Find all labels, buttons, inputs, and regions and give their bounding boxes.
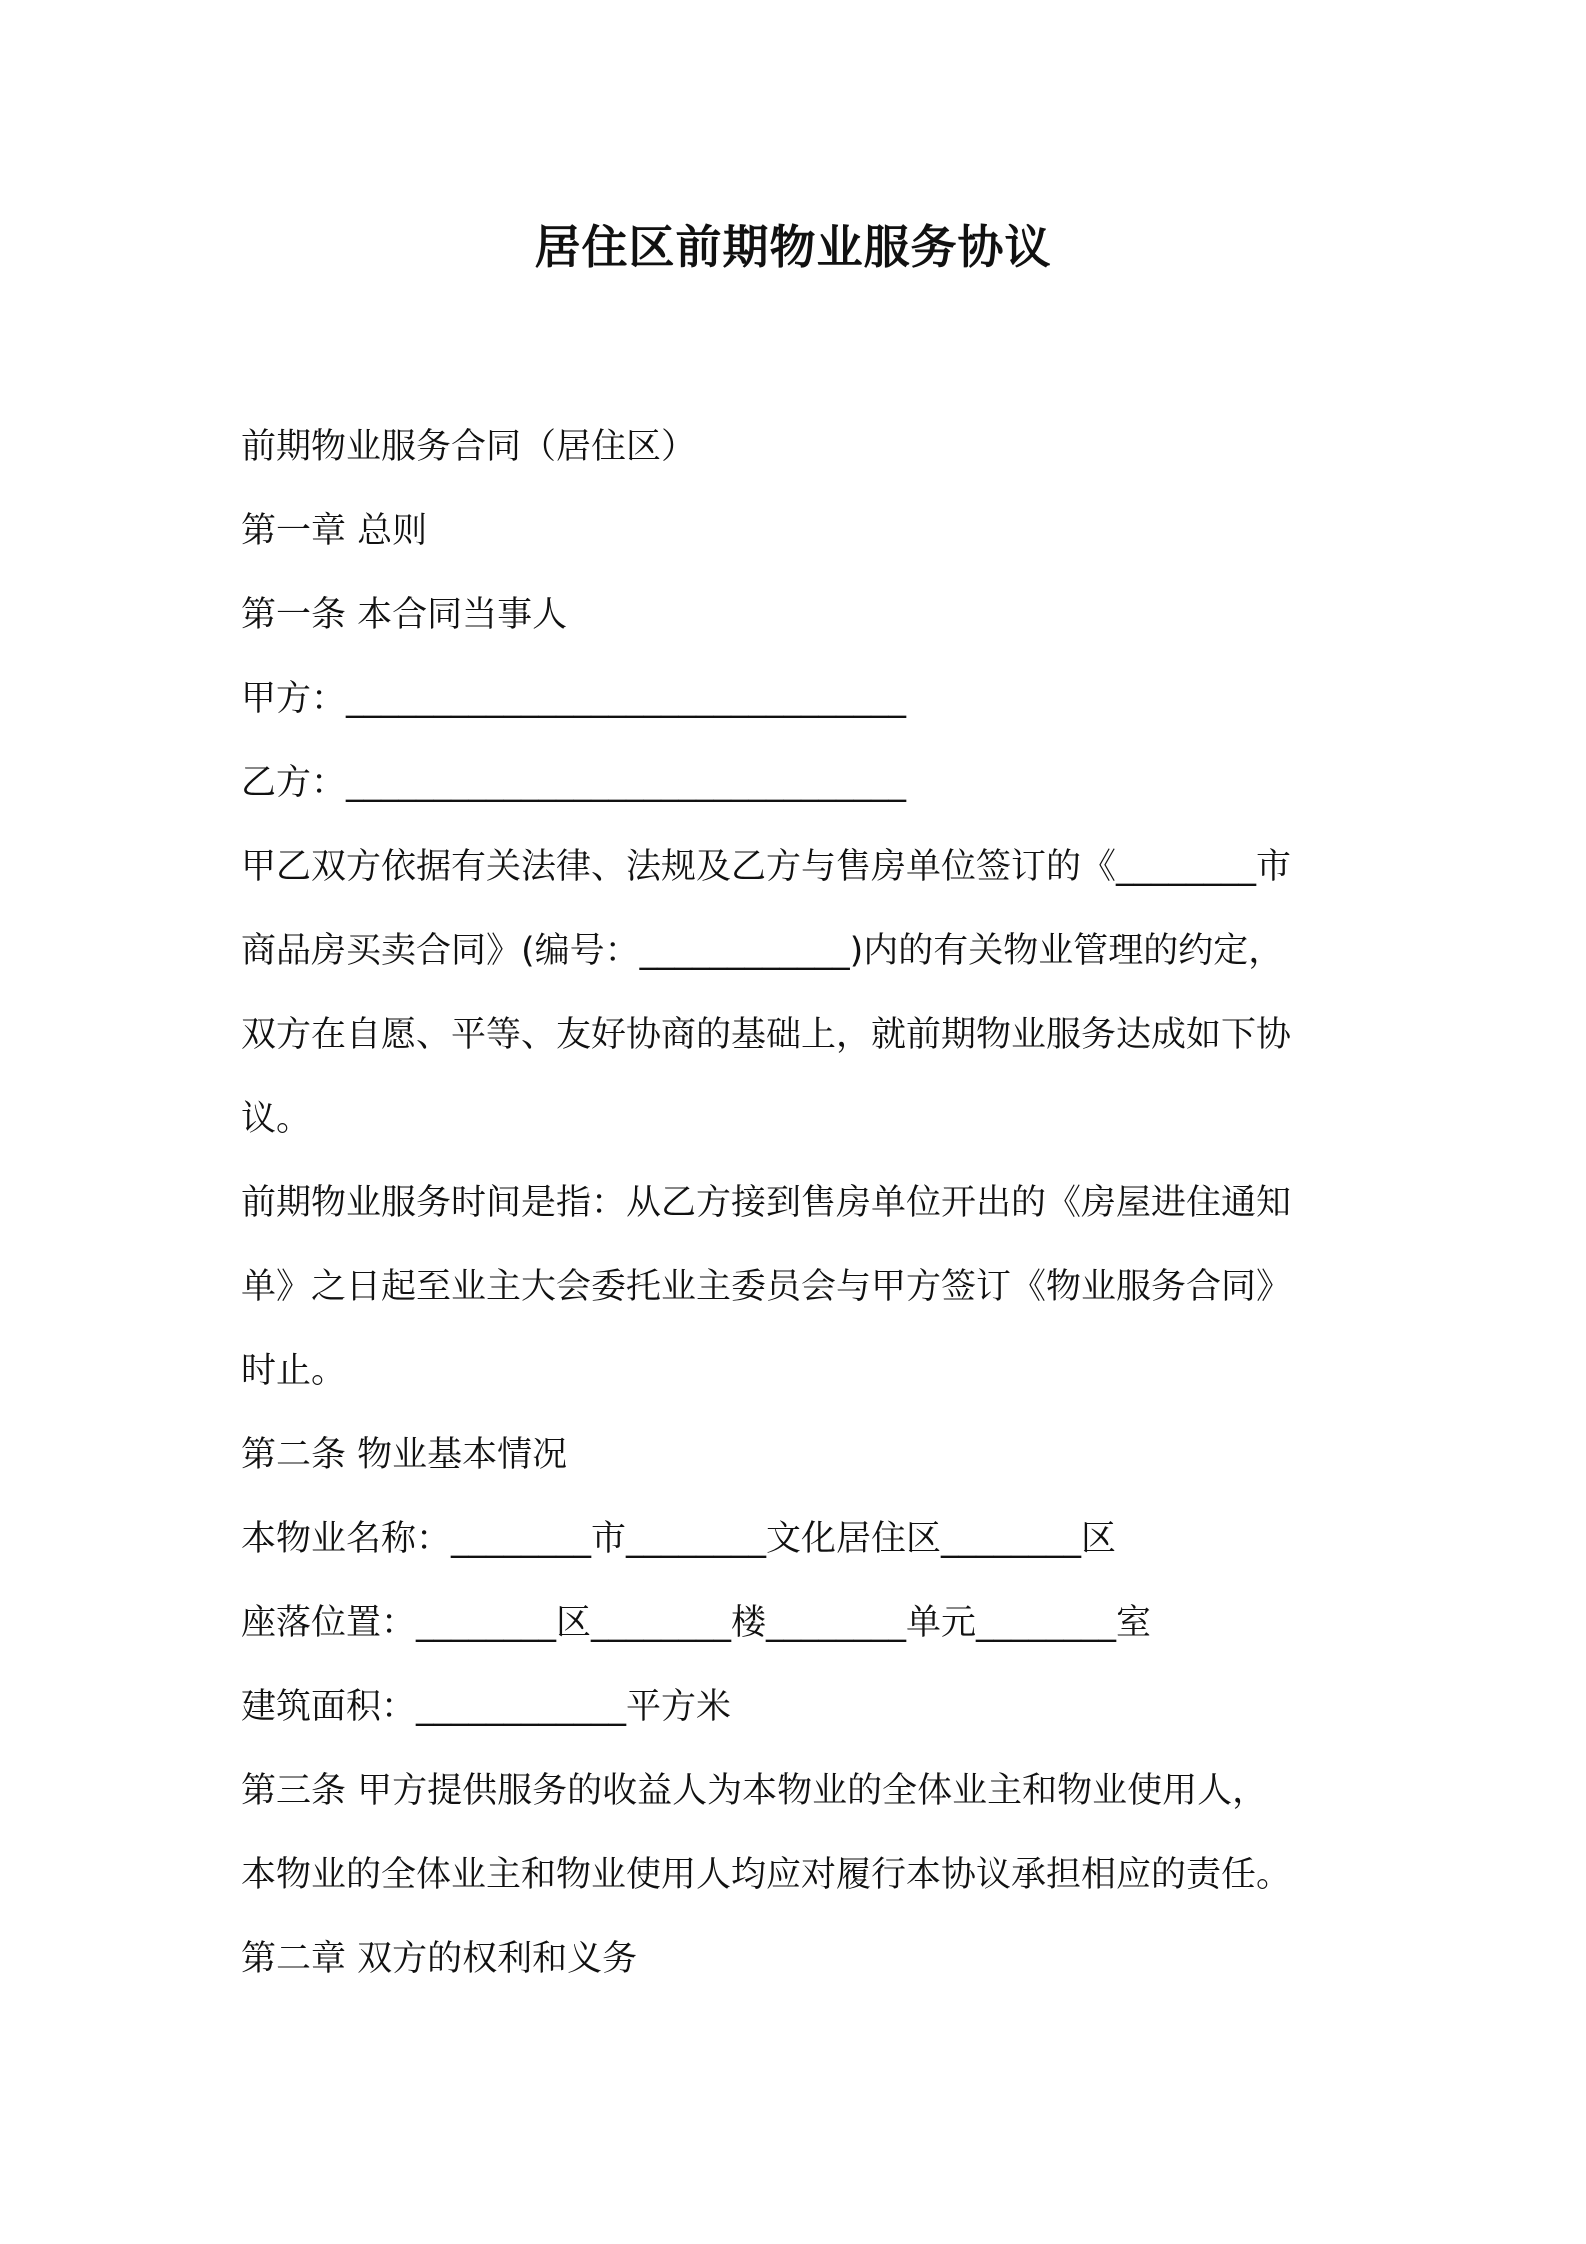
- agreement-basis-paragraph: [241, 825, 1361, 1161]
- floor-area-field: 建筑面积：____________平方米: [241, 1687, 732, 1727]
- paragraph-line: 第三条 甲方提供服务的收益人为本物业的全体业主和物业使用人，: [241, 1771, 1268, 1811]
- paragraph-line: 单》之日起至业主大会委托业主委员会与甲方签订《物业服务合同》: [241, 1267, 1292, 1307]
- article-3-paragraph: [241, 1749, 1361, 1917]
- document-title: 居住区前期物业服务协议: [534, 220, 1052, 274]
- paragraph-line: 甲乙双方依据有关法律、法规及乙方与售房单位签订的《________市: [241, 847, 1292, 887]
- party-b-field: 乙方：________________________________: [241, 763, 907, 803]
- article-1-heading: 第一条 本合同当事人: [241, 595, 568, 635]
- article-2-heading: 第二条 物业基本情况: [241, 1435, 568, 1475]
- party-a-field: 甲方：________________________________: [241, 679, 907, 719]
- paragraph-line: 时止。: [241, 1351, 347, 1391]
- contract-subtitle: 前期物业服务合同（居住区）: [241, 427, 697, 467]
- paragraph-line: 前期物业服务时间是指：从乙方接到售房单位开出的《房屋进住通知: [241, 1183, 1292, 1223]
- paragraph-line: 双方在自愿、平等、友好协商的基础上，就前期物业服务达成如下协: [241, 1015, 1292, 1055]
- document-body: [241, 405, 1361, 2001]
- chapter-2-heading: 第二章 双方的权利和义务: [241, 1939, 638, 1979]
- chapter-1-heading: 第一章 总则: [241, 511, 428, 551]
- location-field: 座落位置：________区________楼________单元________室: [241, 1603, 1152, 1643]
- property-name-field: 本物业名称：________市________文化居住区________区: [241, 1519, 1117, 1559]
- paragraph-line: 议。: [241, 1099, 312, 1139]
- paragraph-line: 商品房买卖合同》(编号：____________)内的有关物业管理的约定，: [241, 931, 1284, 971]
- service-period-paragraph: [241, 1161, 1361, 1413]
- paragraph-line: 本物业的全体业主和物业使用人均应对履行本协议承担相应的责任。: [241, 1855, 1292, 1895]
